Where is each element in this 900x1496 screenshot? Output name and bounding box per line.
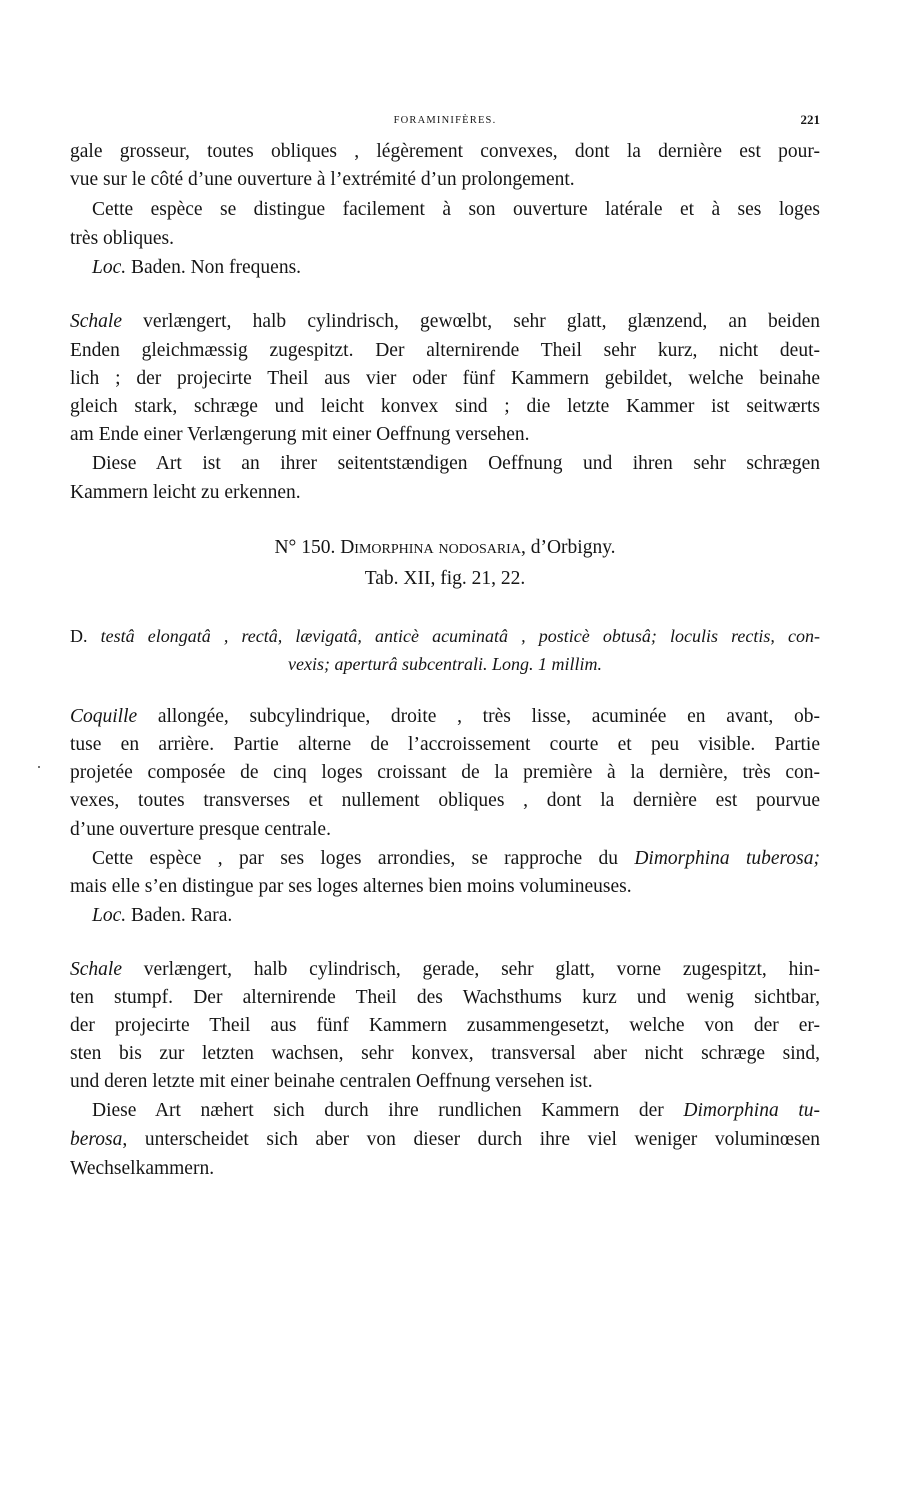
text-line: Enden gleichmæssig zugespitzt. Der alternirende Theil sehr kurz, nicht deut-: [70, 340, 820, 361]
plate-reference: Tab. XII, fig. 21, 22.: [364, 568, 526, 589]
text-line: Cette espèce se distingue facilement à son ouverture latérale et à ses loges: [92, 199, 820, 220]
locality-line: [70, 254, 820, 282]
print-speck: [38, 766, 40, 768]
diagnosis-line: [70, 622, 820, 650]
taxon-name: Dimorphina tu-: [683, 1100, 820, 1121]
text-line: [70, 1097, 820, 1125]
diagnosis-text: testâ elongatâ , rectâ, lævigatâ, anticè acuminatâ , posticè obtusâ; loculis rectis, con-: [100, 626, 821, 646]
locality-text: Baden. Rara.: [126, 905, 233, 926]
text-line: lich ; der projecirte Theil aus vier oder fünf Kammern gebildet, welche beinahe: [70, 368, 820, 389]
text-span: verlængert, halb cylindrisch, gerade, sehr glatt, vorne zugespitzt, hin-: [121, 959, 820, 980]
species-number: N° 150.: [274, 537, 341, 558]
text-line: [70, 845, 820, 873]
text-line: d’une ouverture presque centrale.: [70, 819, 331, 840]
text-span: verlængert, halb cylindrisch, gewœlbt, sehr glatt, glænzend, an beiden: [121, 311, 820, 332]
page-number: 221: [800, 112, 820, 127]
species-author: , d’Orbigny.: [520, 537, 616, 558]
text-span: allongée, subcylindrique, droite , très lisse, acuminée en avant, ob-: [137, 706, 820, 727]
text-span: Cette espèce , par ses loges arrondies, se rapproche du: [92, 848, 635, 869]
text-line: très obliques.: [70, 228, 174, 249]
text-line: gale grosseur, toutes obliques , légèrement convexes, dont la dernière est pour-: [70, 141, 820, 162]
diagnosis-letter: D.: [70, 626, 101, 646]
text-line: [70, 1126, 820, 1154]
text-line: Diese Art ist an ihrer seitentstændigen Oeffnung und ihren sehr schrægen: [92, 453, 820, 474]
locality-label: Loc.: [92, 257, 127, 278]
text-span: , unterscheidet sich aber von dieser durch ihre viel weniger voluminœsen: [122, 1129, 820, 1150]
text-line: mais elle s’en distingue par ses loges alternes bien moins volumineuses.: [70, 876, 632, 897]
text-span: Diese Art næhert sich durch ihre rundlichen Kammern der: [92, 1100, 684, 1121]
diagnosis-text: vexis; aperturâ subcentrali. Long. 1 millim.: [288, 654, 602, 674]
text-line: sten bis zur letzten wachsen, sehr konvex, transversal aber nicht schræge sind,: [70, 1043, 820, 1064]
text-line: [70, 956, 820, 984]
text-line: am Ende einer Verlængerung mit einer Oeffnung versehen.: [70, 424, 530, 445]
text-line: tuse en arrière. Partie alterne de l’accroissement courte et peu visible. Partie: [70, 734, 820, 755]
text-line: und deren letzte mit einer beinahe centralen Oeffnung versehen ist.: [70, 1071, 593, 1092]
text-line: projetée composée de cinq loges croissant de la première à la dernière, très con-: [70, 762, 820, 783]
text-line: vue sur le côté d’une ouverture à l’extrémité d’un prolongement.: [70, 169, 575, 190]
schale-word: Schale: [70, 311, 122, 332]
text-line: ten stumpf. Der alternirende Theil des Wachsthums kurz und wenig sichtbar,: [70, 987, 820, 1008]
text-line: der projecirte Theil aus fünf Kammern zusammengesetzt, welche von der er-: [70, 1015, 820, 1036]
locality-label: Loc.: [92, 905, 127, 926]
text-line: Kammern leicht zu erkennen.: [70, 482, 301, 503]
text-line: [70, 703, 820, 731]
text-line: gleich stark, schrægе und leicht konvex sind ; die letzte Kammer ist seitwærts: [70, 396, 820, 417]
text-line: [70, 308, 820, 336]
locality-line: [70, 902, 820, 930]
taxon-name: Dimorphina tuberosa;: [634, 848, 821, 869]
diagnosis-line: [70, 650, 820, 678]
coquille-word: Coquille: [70, 706, 138, 727]
text-line: Wechselkammern.: [70, 1158, 215, 1179]
page-header: [70, 112, 820, 132]
species-name: Dimorphina nodosaria: [340, 537, 521, 558]
running-head: FORAMINIFÈRES.: [393, 115, 497, 126]
schale-word: Schale: [70, 959, 122, 980]
locality-text: Baden. Non frequens.: [126, 257, 302, 278]
species-heading: [70, 534, 820, 562]
taxon-name: berosa: [70, 1129, 123, 1150]
text-line: vexes, toutes transverses et nullement obliques , dont la dernière est pourvue: [70, 790, 820, 811]
